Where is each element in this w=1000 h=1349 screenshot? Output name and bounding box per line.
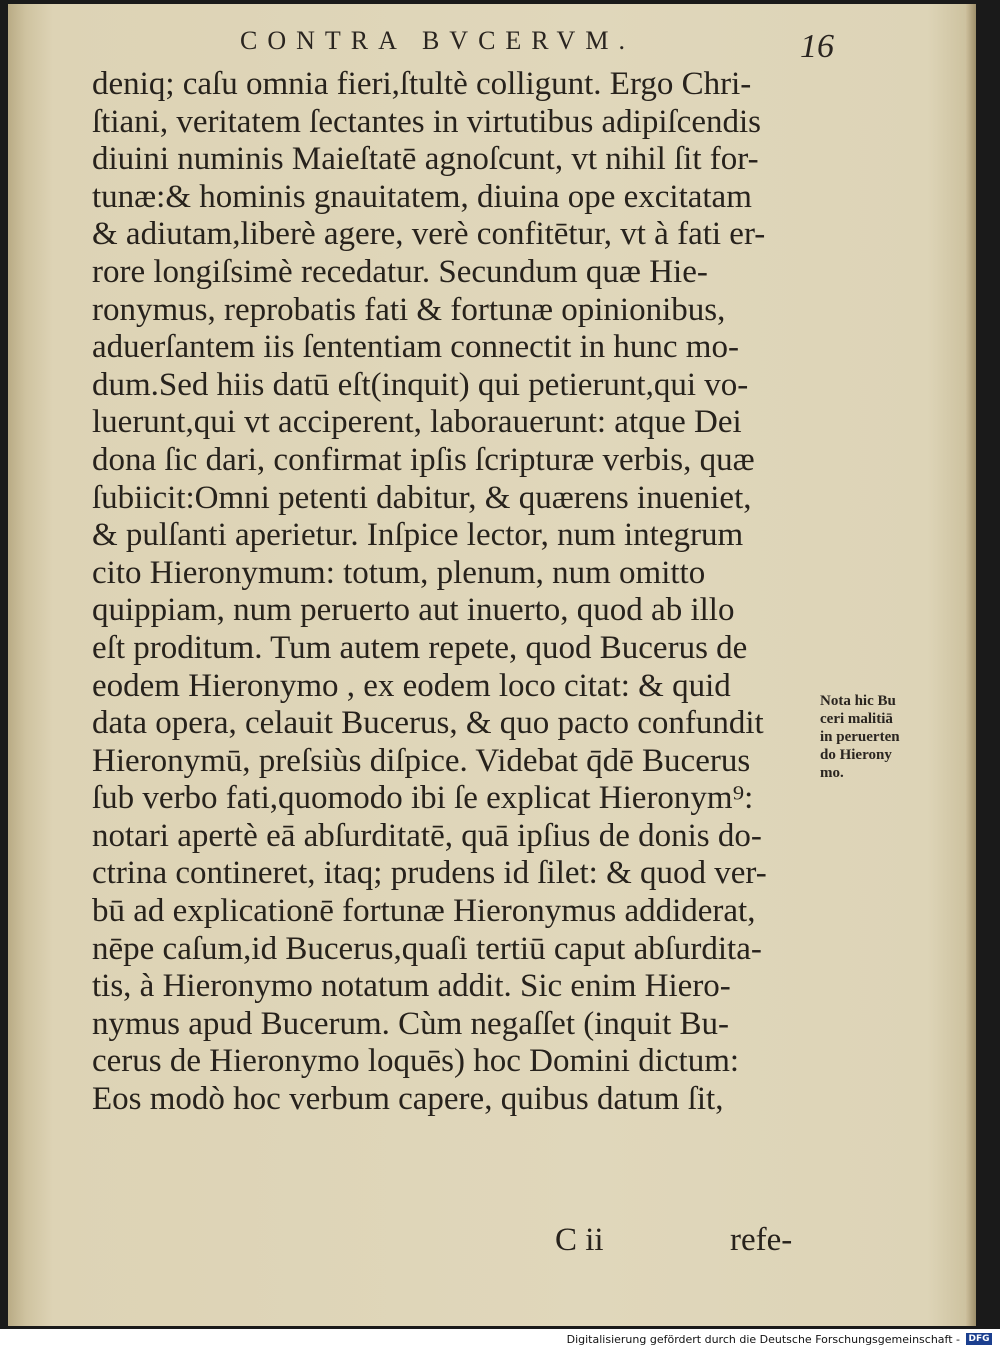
margin-note-line: mo. [820, 765, 844, 781]
text-line: data opera, celauit Bucerus, & quo pacto confundit [92, 705, 764, 742]
page-edge [966, 4, 976, 1326]
text-line: eodem Hieronymo , ex eodem loco citat: & quid [92, 667, 731, 704]
text-line: ſub verbo fati,quomodo ibi ſe explicat Hieronym⁹: [92, 780, 754, 817]
dfg-logo: DFG [966, 1333, 992, 1345]
funding-credit: Digitalisierung gefördert durch die Deutsche Forschungsgemeinschaft - [566, 1333, 960, 1346]
text-line: ſtiani, veritatem ſectantes in virtutibus adipiſcendis [92, 103, 761, 140]
text-line: quippiam, num peruerto aut inuerto, quod ab illo [92, 592, 735, 629]
margin-note-line: in peruerten [820, 729, 900, 745]
text-line: tis, à Hieronymo notatum addit. Sic enim Hiero- [92, 968, 731, 1005]
text-line: nymus apud Bucerum. Cùm negaſſet (inquit Bu- [92, 1005, 729, 1042]
text-line: rore longiſsimè recedatur. Secundum quæ Hie- [92, 253, 708, 290]
text-line: ctrina contineret, itaq; prudens id ſilet: & quod ver- [92, 855, 767, 892]
text-line: ronymus, reprobatis fati & fortunæ opinionibus, [92, 291, 726, 328]
text-line: tunæ:& hominis gnauitatem, diuina ope excitatam [92, 178, 752, 215]
text-line: & pulſanti aperietur. Inſpice lector, num integrum [92, 517, 744, 554]
text-line: eſt proditum. Tum autem repete, quod Bucerus de [92, 629, 748, 666]
body-text [92, 66, 832, 1119]
signature-mark: C ii [555, 1222, 604, 1258]
margin-note-line: do Hierony [820, 747, 892, 763]
text-line: cerus de Hieronymo loquēs) hoc Domini dictum: [92, 1043, 740, 1080]
catchword: refe- [730, 1222, 793, 1258]
margin-note [820, 692, 940, 782]
text-line: diuini numinis Maieſtatē agnoſcunt, vt nihil ſit for- [92, 141, 759, 178]
text-line: dum.Sed hiis datū eſt(inquit) qui petierunt,qui vo- [92, 366, 749, 403]
text-line: aduerſantem iis ſententiam connectit in hunc mo- [92, 329, 739, 366]
text-line: luerunt,qui vt acciperent, laborauerunt: atque Dei [92, 404, 742, 441]
text-line: Eos modò hoc verbum capere, quibus datum ſit, [92, 1081, 724, 1118]
text-line: ſubiicit:Omni petenti dabitur, & quærens inueniet, [92, 479, 752, 516]
text-line: dona ſic dari, confirmat ipſis ſcripturæ verbis, quæ [92, 441, 755, 478]
text-line: Hieronymū, preſsiùs diſpice. Videbat q̄dē Bucerus [92, 742, 751, 779]
text-line: notari apertè eā abſurditatē, quā ipſius de donis do- [92, 817, 762, 854]
text-line: cito Hieronymum: totum, plenum, num omitto [92, 554, 706, 591]
folio-number: 16 [800, 28, 834, 65]
running-title: CONTRA BVCERVM. [240, 26, 635, 55]
text-line: nēpe caſum,id Bucerus,quaſi tertiū caput abſurdita- [92, 930, 762, 967]
margin-note-line: Nota hic Bu [820, 693, 896, 709]
text-line: & adiutam,liberè agere, verè confitētur, vt à fati er- [92, 216, 766, 253]
margin-note-line: ceri malitiā [820, 711, 893, 727]
text-line: bū ad explicationē fortunæ Hieronymus addiderat, [92, 893, 756, 930]
text-line: deniq; caſu omnia fieri,ſtultè colligunt. Ergo Chri- [92, 66, 752, 102]
